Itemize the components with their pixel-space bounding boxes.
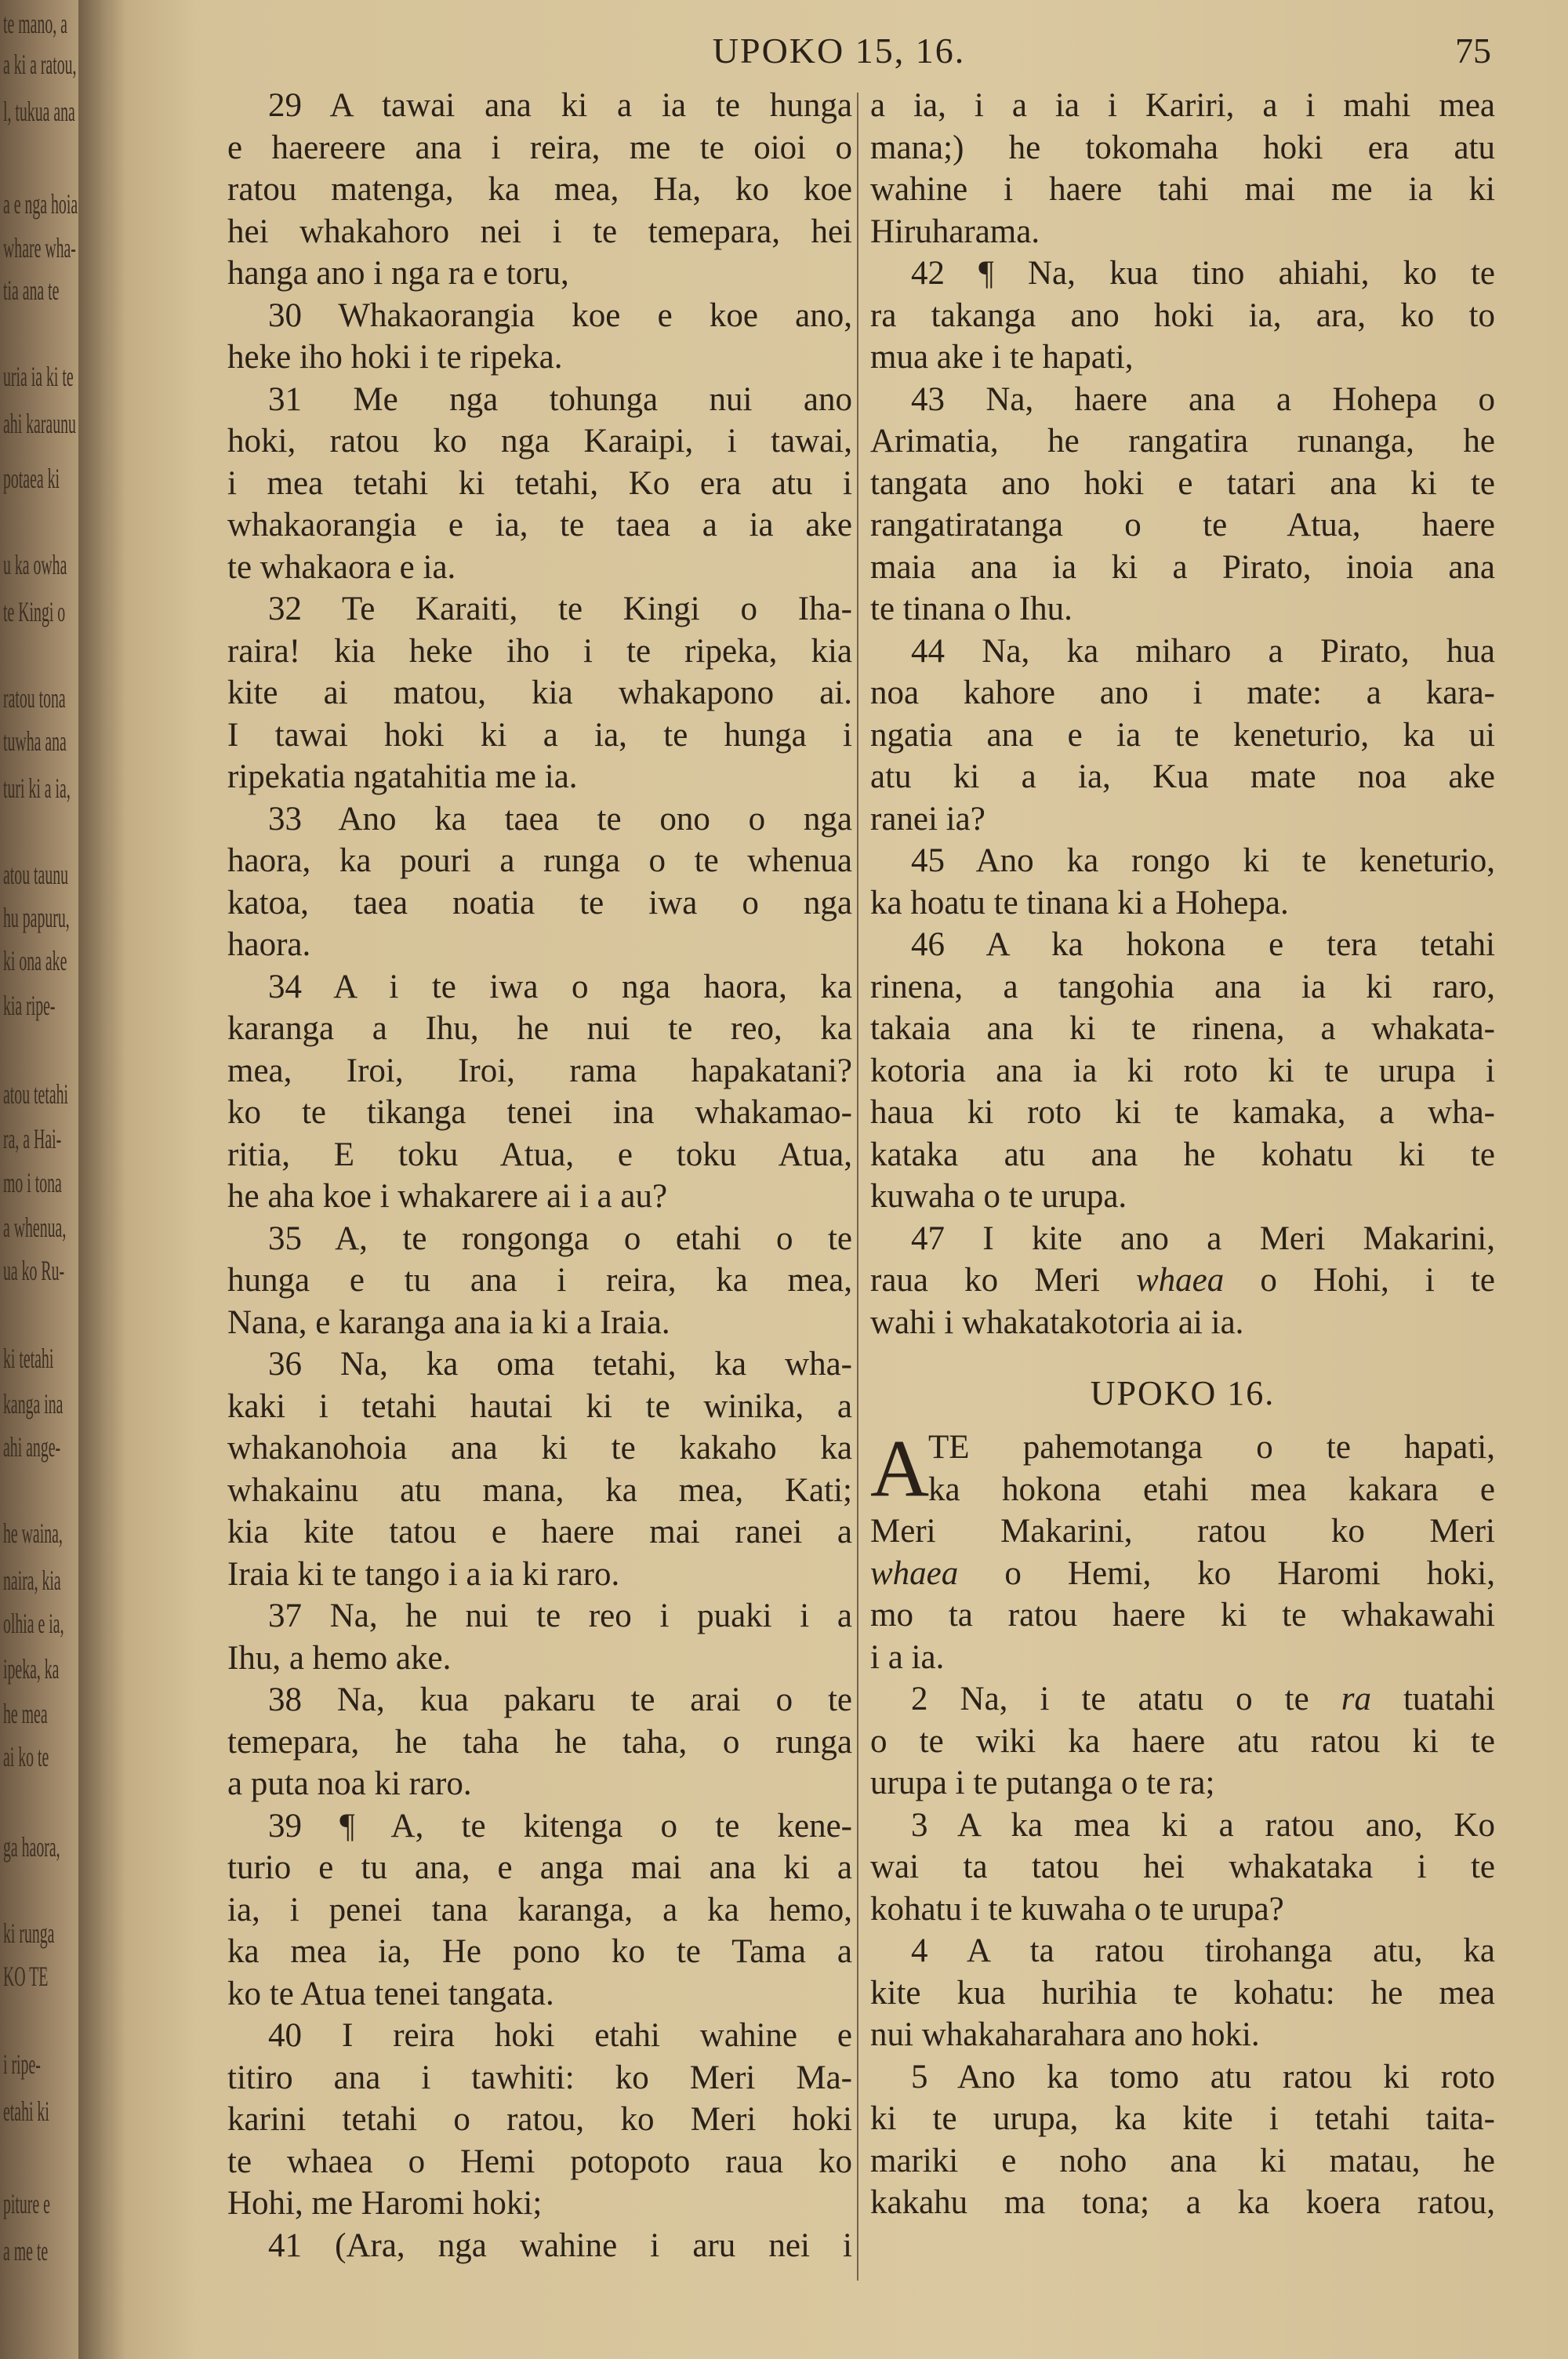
prev-page-fragment: tuwha ana xyxy=(3,725,67,757)
text-line: mea, Iroi, Iroi, rama hapakatani? xyxy=(227,1052,852,1089)
prev-page-fragment: ki ona ake xyxy=(3,945,67,976)
text-line xyxy=(870,1678,1495,1721)
text-line: rinena, a tangohia ana ia ki raro, xyxy=(870,968,1495,1005)
drop-cap: A xyxy=(870,1423,930,1514)
right-column xyxy=(870,85,1495,2224)
text-line: whakanohoia ana ki te kakaho ka xyxy=(227,1430,852,1467)
prev-page-fragment: turi ki a ia, xyxy=(3,772,71,804)
prev-page-fragment: a me te xyxy=(3,2235,49,2266)
text-segment: 2 Na, i te atatu o te xyxy=(911,1681,1341,1717)
text-line: kuwaha o te urupa. xyxy=(870,1178,1127,1215)
text-segment: tuatahi xyxy=(1370,1681,1495,1717)
text-line: haora, ka pouri a runga o te whenua xyxy=(227,842,852,879)
text-line: 32 Te Karaiti, te Kingi o Iha- xyxy=(268,591,852,627)
text-line: I tawai hoki ki a ia, te hunga i xyxy=(227,716,852,754)
text-line: mo ta ratou haere ki te whakawahi xyxy=(870,1597,1495,1634)
text-line: i mea tetahi ki tetahi, Ko era atu i xyxy=(227,464,852,502)
text-line: ranei ia? xyxy=(870,800,985,838)
prev-page-fragment: ahi ange- xyxy=(3,1431,61,1463)
text-line xyxy=(870,1553,1495,1595)
prev-page-fragment: kanga ina xyxy=(3,1388,64,1419)
text-line: ka hoatu te tinana ki a Hohepa. xyxy=(870,884,1289,921)
prev-page-fragment: KO TE xyxy=(3,1961,49,1992)
prev-page-fragment: he mea xyxy=(3,1698,48,1729)
text-line: TE pahemotanga o te hapati, xyxy=(928,1429,1495,1466)
text-line xyxy=(870,1259,1495,1302)
prev-page-fragment: te Kingi o xyxy=(3,596,66,627)
text-line: kite ai matou, kia whakapono ai. xyxy=(227,674,852,711)
text-line: 44 Na, ka miharo a Pirato, hua xyxy=(911,632,1495,670)
text-line: 31 Me nga tohunga nui ano xyxy=(268,380,852,418)
prev-page-fragment: ratou tona xyxy=(3,682,66,714)
text-line: te whaea o Hemi potopoto raua ko xyxy=(227,2143,852,2180)
text-line: 41 (Ara, nga wahine i aru nei i xyxy=(268,2226,852,2264)
text-line: 37 Na, he nui te reo i puaki i a xyxy=(268,1598,852,1634)
text-line: 33 Ano ka taea te ono o nga xyxy=(268,800,852,838)
prev-page-fragment: mo i tona xyxy=(3,1167,62,1198)
text-line: nui whakaharahara ano hoki. xyxy=(870,2016,1260,2053)
text-line: ritia, E toku Atua, e toku Atua, xyxy=(227,1136,852,1173)
text-line: katoa, taea noatia te iwa o nga xyxy=(227,884,852,921)
prev-page-fragment: uria ia ki te xyxy=(3,361,74,392)
text-line: titiro ana i tawhiti: ko Meri Ma- xyxy=(227,2059,852,2096)
prev-page-fragment: olhia e ia, xyxy=(3,1608,64,1639)
text-line: 3 A ka mea ki a ratou ano, Ko xyxy=(911,1806,1495,1844)
text-line: 35 A, te rongonga o etahi o te xyxy=(268,1219,852,1257)
text-line: Iraia ki te tango i a ia ki raro. xyxy=(227,1555,620,1593)
text-line: 5 Ano ka tomo atu ratou ki roto xyxy=(911,2058,1495,2095)
gutter-shadow xyxy=(78,0,125,2359)
text-line: noa kahore ano i mate: a kara- xyxy=(870,674,1495,711)
column-rule xyxy=(857,93,858,2281)
text-line: raira! kia heke iho i te ripeka, kia xyxy=(227,632,852,670)
text-line: he aha koe i whakarere ai i a au? xyxy=(227,1178,668,1215)
prev-page-fragment: kia ripe- xyxy=(3,990,56,1021)
text-line: mua ake i te hapati, xyxy=(870,339,1134,376)
text-line: i a ia. xyxy=(870,1638,945,1676)
text-line: urupa i te putanga o te ra; xyxy=(870,1765,1215,1801)
prev-page-fragment: ki tetahi xyxy=(3,1343,54,1374)
text-segment: o Hohi, i te xyxy=(1224,1262,1495,1299)
italic-word: whaea xyxy=(1135,1262,1225,1299)
text-line: temepara, he taha he taha, o runga xyxy=(227,1723,852,1761)
text-line: kotoria ana ia ki roto ki te urupa i xyxy=(870,1052,1495,1089)
prev-page-fragment: naira, kia xyxy=(3,1565,61,1596)
italic-word: whaea xyxy=(870,1554,959,1592)
text-line: mana;) he tokomaha hoki era atu xyxy=(870,129,1495,166)
page-number: 75 xyxy=(1455,31,1491,71)
text-line: turio e tu ana, e anga mai ana ki a xyxy=(227,1849,852,1886)
text-line: te tinana o Ihu. xyxy=(870,591,1073,627)
text-line: 42 ¶ Na, kua tino ahiahi, ko te xyxy=(911,255,1495,292)
text-line: karanga a Ihu, he nui te reo, ka xyxy=(227,1010,852,1047)
text-line: e haereere ana i reira, me te oioi o xyxy=(227,129,852,166)
prev-page-fragment: a ki a ratou, xyxy=(3,49,77,80)
text-line: whakainu atu mana, ka mea, Kati; xyxy=(227,1471,852,1509)
chapter-opening xyxy=(870,1423,1495,1514)
text-line: 43 Na, haere ana a Hohepa o xyxy=(911,380,1495,418)
chapter-heading: UPOKO 16. xyxy=(1090,1374,1276,1412)
text-line: Ihu, a hemo ake. xyxy=(227,1639,452,1677)
text-line: 36 Na, ka oma tetahi, ka wha- xyxy=(268,1346,852,1383)
prev-page-fragment: u ka owha xyxy=(3,549,67,580)
text-line: 34 A i te iwa o nga haora, ka xyxy=(268,968,852,1005)
text-line: o te wiki ka haere atu ratou ki te xyxy=(870,1722,1495,1760)
text-line: ripekatia ngatahitia me ia. xyxy=(227,758,578,795)
text-line: 39 ¶ A, te kitenga o te kene- xyxy=(268,1807,852,1845)
text-line: wahine i haere tahi mai me ia ki xyxy=(870,171,1495,208)
prev-page-fragment: ra, a Hai- xyxy=(3,1123,62,1154)
prev-page-fragment: he waina, xyxy=(3,1518,63,1549)
text-line: mariki e noho ana ki matau, he xyxy=(870,2142,1495,2179)
prev-page-fragment: i ripe- xyxy=(3,2048,41,2080)
prev-page-fragment: ai ko te xyxy=(3,1741,49,1772)
text-line: ia, i penei tana karanga, a ka hemo, xyxy=(227,1891,852,1928)
prev-page-fragment: atou taunu xyxy=(3,859,69,890)
text-line: hanga ano i nga ra e toru, xyxy=(227,255,569,292)
prev-page-fragment: potaea ki xyxy=(3,463,60,494)
text-line: ra takanga ano hoki ia, ara, ko to xyxy=(870,296,1495,334)
text-line: rangatiratanga o te Atua, haere xyxy=(870,507,1495,543)
prev-page-fragment: ua ko Ru- xyxy=(3,1255,65,1286)
text-line: kia kite tatou e haere mai ranei a xyxy=(227,1514,852,1550)
prev-page-fragment: ga haora, xyxy=(3,1831,60,1863)
text-line: atu ki a ia, Kua mate noa ake xyxy=(870,758,1495,795)
text-line: hei whakahoro nei i te temepara, hei xyxy=(227,213,852,250)
prev-page-fragment: te mano, a xyxy=(3,8,67,39)
prev-page-fragment: atou tetahi xyxy=(3,1078,69,1110)
text-line: ratou matenga, ka mea, Ha, ko koe xyxy=(227,171,852,208)
text-line: Arimatia, he rangatira runanga, he xyxy=(870,423,1495,460)
text-line: whakaorangia e ia, te taea a ia ake xyxy=(227,507,852,543)
text-line: takaia ana ki te rinena, a whakata- xyxy=(870,1010,1495,1047)
text-line: ko te Atua tenei tangata. xyxy=(227,1975,554,2012)
text-line: hoki, ratou ko nga Karaipi, i tawai, xyxy=(227,423,852,460)
text-line: te whakaora e ia. xyxy=(227,548,456,586)
text-line: 38 Na, kua pakaru te arai o te xyxy=(268,1681,852,1718)
left-column xyxy=(227,85,852,2266)
text-line: ka hokona etahi mea kakara e xyxy=(928,1470,1495,1508)
text-line: wai ta tatou hei whakataka i te xyxy=(870,1848,1495,1885)
text-line: wahi i whakatakotoria ai ia. xyxy=(870,1303,1244,1341)
prev-page-fragment: etahi ki xyxy=(3,2095,49,2127)
text-line: kataka atu ana he kohatu ki te xyxy=(870,1136,1495,1173)
text-line: heke iho hoki i te ripeka. xyxy=(227,339,563,376)
prev-page-fragment: ipeka, ka xyxy=(3,1653,60,1685)
text-line: 40 I reira hoki etahi wahine e xyxy=(268,2017,852,2054)
text-line: 4 A ta ratou tirohanga atu, ka xyxy=(911,1932,1495,1969)
text-segment: raua ko Meri xyxy=(870,1262,1136,1299)
prev-page-fragment: l, tukua ana xyxy=(3,96,75,127)
text-line: haora. xyxy=(227,926,311,963)
text-line: karini tetahi o ratou, ko Meri hoki xyxy=(227,2101,852,2138)
prev-page-fragment: ki runga xyxy=(3,1917,55,1949)
prev-page-fragment: whare wha- xyxy=(3,232,76,264)
text-segment: o Hemi, ko Haromi hoki, xyxy=(958,1554,1495,1592)
text-line: haua ki roto ki te kamaka, a wha- xyxy=(870,1094,1495,1131)
text-line: kakahu ma tona; a ka koera ratou, xyxy=(870,2184,1495,2221)
text-line: Hiruharama. xyxy=(870,213,1040,250)
text-line: 46 A ka hokona e tera tetahi xyxy=(911,926,1495,963)
text-line: kaki i tetahi hautai ki te winika, a xyxy=(227,1387,852,1425)
text-line: 45 Ano ka rongo ki te keneturio, xyxy=(911,842,1495,879)
text-line: maia ana ia ki a Pirato, inoia ana xyxy=(870,548,1495,586)
text-line: ka mea ia, He pono ko te Tama a xyxy=(227,1933,852,1970)
prev-page-fragment: ahi karaunu xyxy=(3,408,76,439)
text-line: ko te tikanga tenei ina whakamao- xyxy=(227,1094,852,1131)
text-line: kite kua hurihia te kohatu: he mea xyxy=(870,1974,1495,2012)
text-line: a ia, i a ia i Kariri, a i mahi mea xyxy=(870,87,1495,124)
text-line: Meri Makarini, ratou ko Meri xyxy=(870,1513,1495,1550)
italic-word: ra xyxy=(1341,1681,1371,1717)
text-line: tangata ano hoki e tatari ana ki te xyxy=(870,464,1495,502)
text-line: ngatia ana e ia te keneturio, ka ui xyxy=(870,716,1495,754)
text-line: hunga e tu ana i reira, ka mea, xyxy=(227,1262,852,1299)
prev-page-fragment: a whenua, xyxy=(3,1212,67,1243)
text-line: Hohi, me Haromi hoki; xyxy=(227,2185,543,2222)
text-line: 29 A tawai ana ki a ia te hunga xyxy=(268,87,852,124)
text-line: 47 I kite ano a Meri Makarini, xyxy=(911,1219,1495,1257)
text-line: 30 Whakaorangia koe e koe ano, xyxy=(268,296,852,334)
prev-page-fragment: tia ana te xyxy=(3,274,60,306)
prev-page-fragment: a e nga hoia xyxy=(3,188,78,220)
text-line: ki te urupa, ka kite i tetahi taita- xyxy=(870,2100,1495,2137)
text-line: kohatu i te kuwaha o te urupa? xyxy=(870,1890,1284,1928)
running-head: UPOKO 15, 16. xyxy=(712,31,966,71)
prev-page-fragment: hu papuru, xyxy=(3,902,70,933)
prev-page-fragment: piture e xyxy=(3,2188,50,2219)
text-line: a puta noa ki raro. xyxy=(227,1765,472,1802)
text-line: Nana, e karanga ana ia ki a Iraia. xyxy=(227,1303,670,1341)
